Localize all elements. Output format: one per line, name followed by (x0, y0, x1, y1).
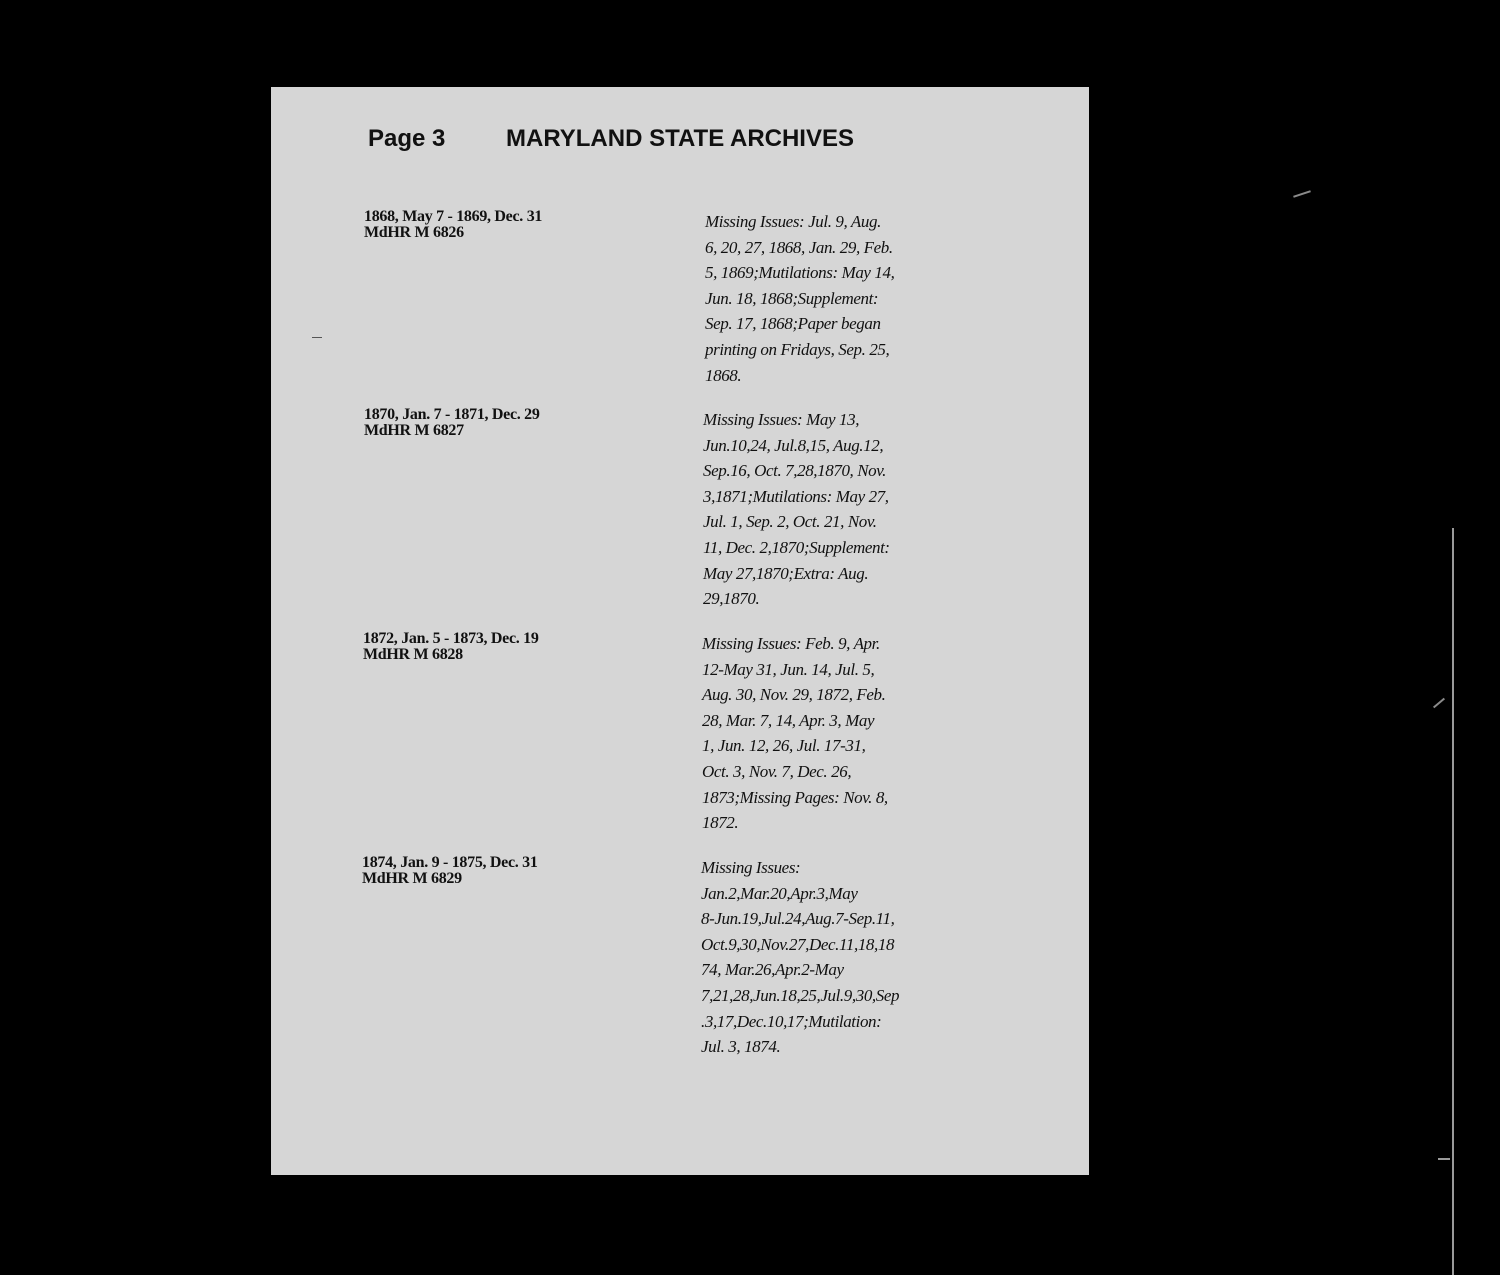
page-title: MARYLAND STATE ARCHIVES (506, 125, 854, 152)
notes-line: 6, 20, 27, 1868, Jan. 29, Feb. (705, 237, 893, 257)
entry-notes (703, 407, 908, 612)
entry-identifier (362, 855, 538, 887)
scan-speck (1433, 698, 1445, 709)
entry-dates: 1872, Jan. 5 - 1873, Dec. 19 (363, 630, 539, 647)
notes-line: Jun.10,24, Jul.8,15, Aug.12, (703, 435, 884, 455)
page-number: Page 3 (368, 125, 446, 152)
archive-page (271, 87, 1089, 1175)
page-header (368, 125, 854, 153)
notes-line: Oct. 3, Nov. 7, Dec. 26, (702, 761, 852, 781)
notes-line: printing on Fridays, Sep. 25, (705, 339, 890, 359)
entry-reference: MdHR M 6828 (363, 646, 463, 663)
entry-dates: 1870, Jan. 7 - 1871, Dec. 29 (364, 406, 540, 423)
entry-dates: 1868, May 7 - 1869, Dec. 31 (364, 208, 543, 225)
notes-line: Missing Issues: Feb. 9, Apr. (702, 634, 880, 653)
entry-dates: 1874, Jan. 9 - 1875, Dec. 31 (362, 854, 538, 871)
entry-identifier (364, 209, 542, 241)
notes-line: .3,17,Dec.10,17;Mutilation: (701, 1011, 882, 1031)
notes-line: Aug. 30, Nov. 29, 1872, Feb. (702, 685, 886, 705)
notes-line: 5, 1869;Mutilations: May 14, (705, 263, 895, 283)
notes-line: 74, Mar.26,Apr.2-May (701, 960, 844, 980)
notes-line: 11, Dec. 2,1870;Supplement: (703, 537, 890, 557)
scan-speck (1438, 1158, 1450, 1160)
entry-reference: MdHR M 6829 (362, 870, 462, 887)
notes-line: Jan.2,Mar.20,Apr.3,May (701, 883, 858, 903)
notes-line: 7,21,28,Jun.18,25,Jul.9,30,Sep (701, 985, 900, 1005)
scan-speck (1293, 190, 1311, 197)
notes-line: 28, Mar. 7, 14, Apr. 3, May (702, 710, 875, 730)
notes-line: Jul. 3, 1874. (701, 1037, 781, 1057)
notes-line: Oct.9,30,Nov.27,Dec.11,18,18 (701, 934, 895, 954)
notes-line: Missing Issues: Jul. 9, Aug. (705, 212, 881, 231)
entry-identifier (364, 407, 540, 439)
notes-line: Sep. 17, 1868;Paper began (705, 314, 881, 334)
entry-identifier (363, 631, 539, 663)
notes-line: 8-Jun.19,Jul.24,Aug.7-Sep.11, (701, 909, 895, 929)
notes-line: 29,1870. (703, 589, 760, 609)
notes-line: Missing Issues: (701, 858, 801, 877)
notes-line: 1873;Missing Pages: Nov. 8, (702, 787, 888, 807)
notes-line: Jul. 1, Sep. 2, Oct. 21, Nov. (703, 512, 877, 532)
notes-line: Sep.16, Oct. 7,28,1870, Nov. (703, 461, 887, 481)
notes-line: 1868. (705, 365, 742, 385)
entry-notes (702, 631, 907, 836)
notes-line: 12-May 31, Jun. 14, Jul. 5, (702, 659, 875, 679)
notes-line: 1, Jun. 12, 26, Jul. 17-31, (702, 736, 866, 756)
scan-speck (312, 337, 322, 338)
entry-reference: MdHR M 6827 (364, 422, 464, 439)
entry-reference: MdHR M 6826 (364, 224, 464, 241)
notes-line: May 27,1870;Extra: Aug. (703, 563, 869, 583)
notes-line: Missing Issues: May 13, (703, 410, 860, 429)
scan-edge-line (1452, 528, 1454, 1275)
entry-notes (701, 855, 906, 1060)
notes-line: Jun. 18, 1868;Supplement: (705, 288, 879, 308)
entry-notes (705, 209, 910, 388)
notes-line: 3,1871;Mutilations: May 27, (703, 486, 889, 506)
notes-line: 1872. (702, 813, 739, 833)
